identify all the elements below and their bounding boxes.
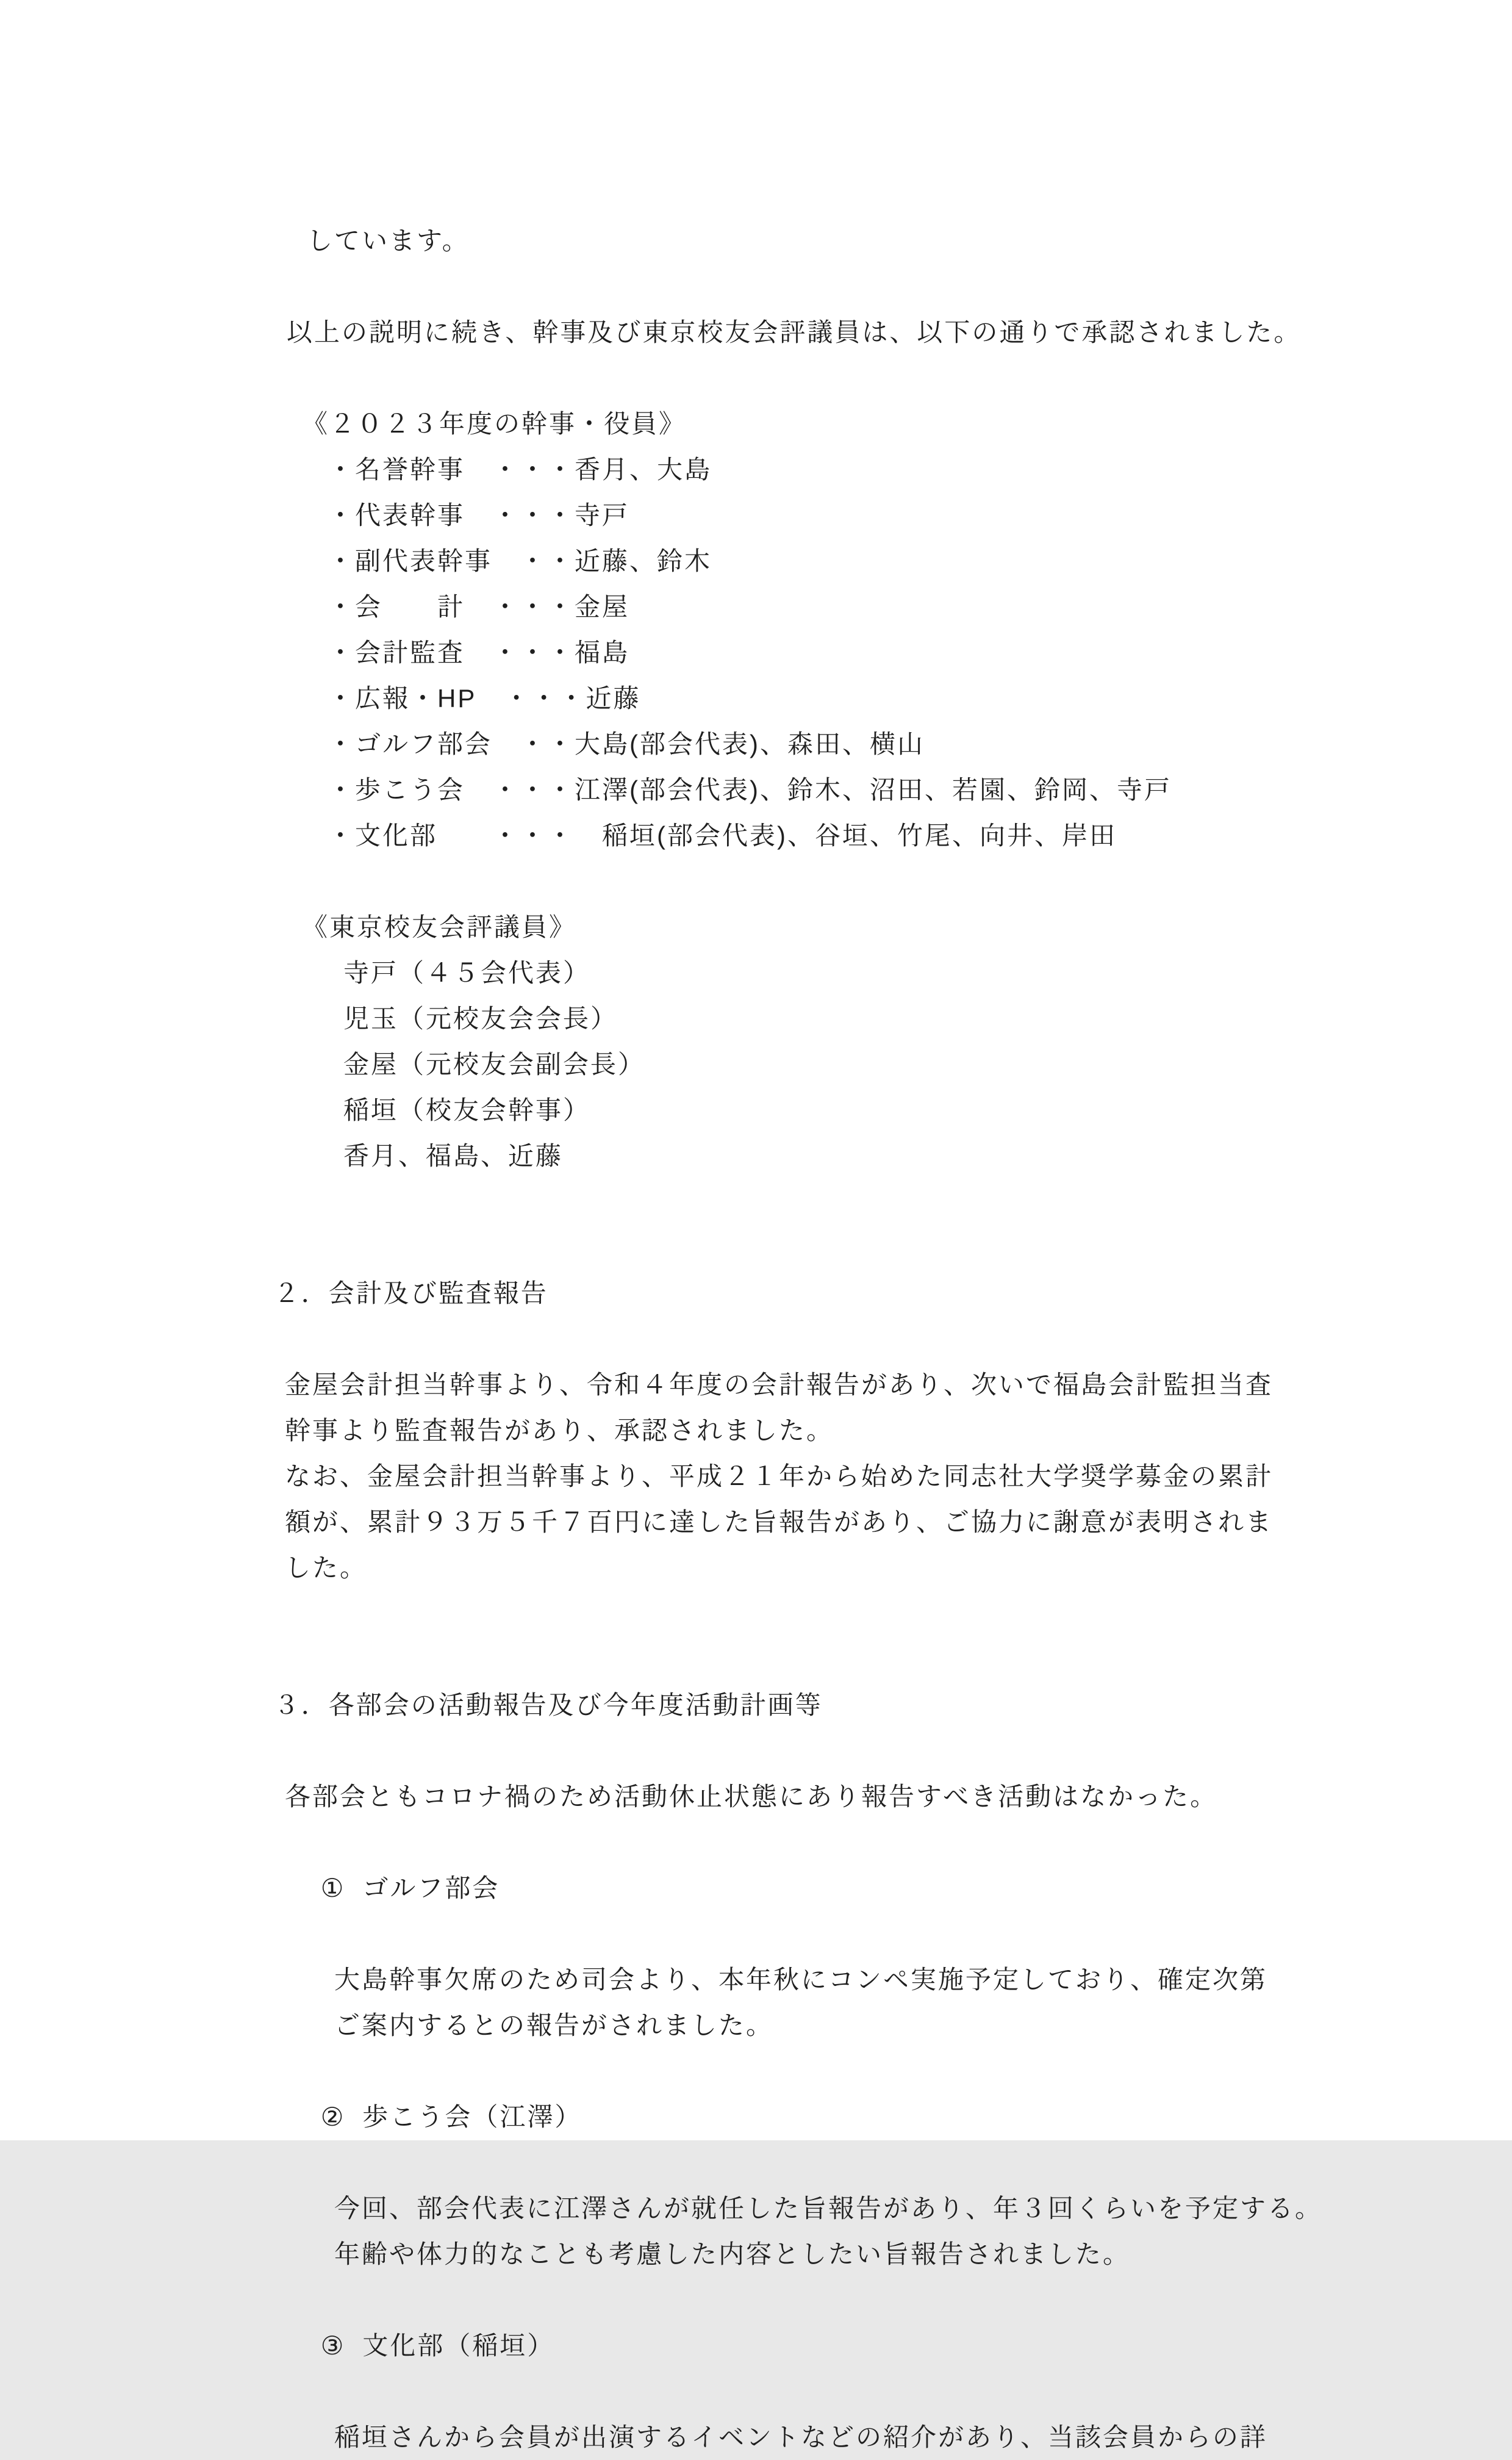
approval-sentence: 以上の説明に続き、幹事及び東京校友会評議員は、以下の通りで承認されました。 <box>287 318 1302 347</box>
officers-2023-heading: 《２０２３年度の幹事・役員》 <box>302 409 687 438</box>
section-title: 各部会の活動報告及び今年度活動計画等 <box>328 1691 823 1719</box>
officer-item: ・副代表幹事 ・・近藤、鈴木 <box>328 547 712 575</box>
subitem-heading <box>285 2277 1512 2414</box>
subitem-body-line: ご案内するとの報告がされました。 <box>334 2011 774 2040</box>
subitem-title: 歩こう会（江澤） <box>362 2102 582 2131</box>
officer-item: ・名誉幹事 ・・・香月、大島 <box>328 455 712 484</box>
body-line: 額が、累計９３万５千７百円に達した旨報告があり、ご協力に謝意が表明されま <box>285 1508 1274 1536</box>
section-activities-heading <box>238 1636 1512 1774</box>
officer-item: ・会計監査 ・・・福島 <box>328 638 630 667</box>
councilor-item: 児玉（元校友会会長） <box>343 1004 618 1033</box>
subitem-title: ゴルフ部会 <box>362 1874 500 1902</box>
officer-item: ・ゴルフ部会 ・・大島(部会代表)、森田、横山 <box>328 730 925 758</box>
section-number: ２． <box>273 1279 329 1307</box>
officer-item: ・会 計 ・・・金屋 <box>328 592 630 621</box>
subitem-body-line: 年齢や体力的なことも考慮した内容としたい旨報告されました。 <box>334 2240 1131 2268</box>
councilors-heading: 《東京校友会評議員》 <box>302 913 577 941</box>
intro-fragment: しています。 <box>307 226 470 255</box>
circled-number-2: ② <box>320 2102 346 2131</box>
subitem-body-line: 今回、部会代表に江澤さんが就任した旨報告があり、年３回くらいを予定する。 <box>334 2194 1323 2223</box>
councilor-item: 稲垣（校友会幹事） <box>343 1096 591 1124</box>
officer-item: ・歩こう会 ・・・江澤(部会代表)、鈴木、沼田、若園、鈴岡、寺戸 <box>328 775 1172 804</box>
body-line: なお、金屋会計担当幹事より、平成２１年から始めた同志社大学奨学募金の累計 <box>285 1462 1274 1491</box>
activities-lead: 各部会ともコロナ禍のため活動休止状態にあり報告すべき活動はなかった。 <box>285 1782 1218 1811</box>
section-number: ３． <box>273 1691 329 1719</box>
section-accounting-heading <box>238 1225 1512 1362</box>
body-line: した。 <box>285 1553 368 1582</box>
subitem-body-line: 大島幹事欠席のため司会より、本年秋にコンペ実施予定しており、確定次第 <box>334 1965 1268 1994</box>
subitem-title: 文化部（稲垣） <box>362 2331 555 2360</box>
circled-number-3: ③ <box>320 2331 346 2360</box>
councilor-item: 金屋（元校友会副会長） <box>343 1050 646 1079</box>
subitem-heading <box>285 2048 1512 2185</box>
subitem-body-line: 稲垣さんから会員が出演するイベントなどの紹介があり、当該会員からの詳 <box>334 2423 1268 2451</box>
councilor-item: 寺戸（４５会代表） <box>343 958 591 987</box>
body-line: 金屋会計担当幹事より、令和４年度の会計報告があり、次いで福島会計監担当査 <box>285 1370 1274 1399</box>
subitem-heading <box>285 1819 1512 1957</box>
officer-item: ・広報・HP ・・・近藤 <box>328 684 641 713</box>
officer-item: ・代表幹事 ・・・寺戸 <box>328 501 630 530</box>
circled-number-1: ① <box>320 1874 346 1902</box>
body-line: 幹事より監査報告があり、承認されました。 <box>285 1416 834 1445</box>
councilor-item: 香月、福島、近藤 <box>343 1142 564 1170</box>
officer-item: ・文化部 ・・・ 稲垣(部会代表)、谷垣、竹尾、向井、岸田 <box>328 821 1117 850</box>
section-title: 会計及び監査報告 <box>328 1279 548 1307</box>
